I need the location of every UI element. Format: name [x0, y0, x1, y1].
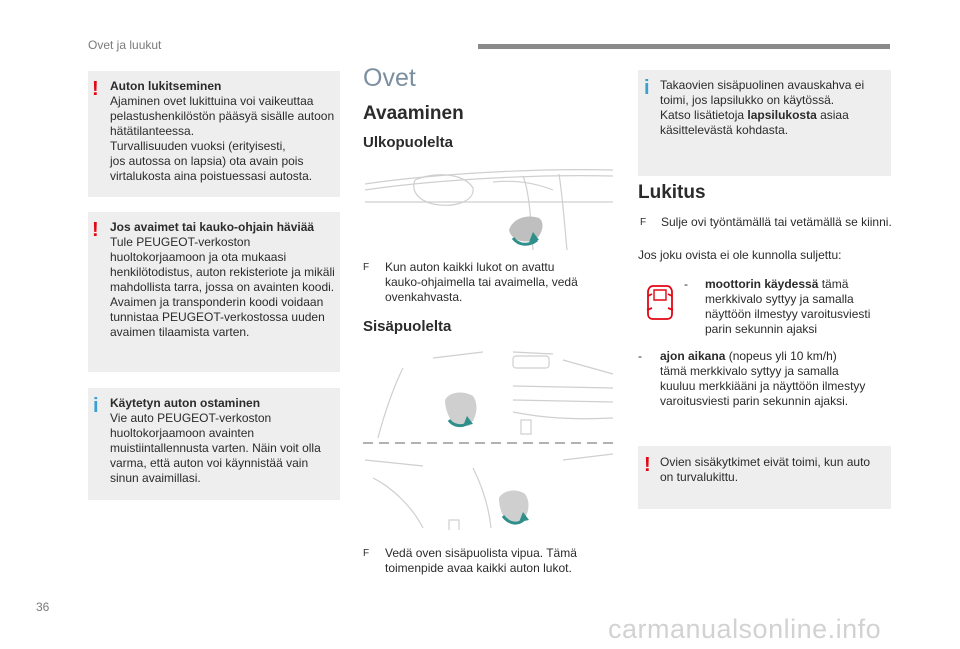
info-icon: i [93, 395, 99, 417]
exclamation-icon: ! [92, 78, 99, 100]
warning-line: Ajaminen ovet lukittuina voi vaikeuttaa [110, 94, 314, 108]
warning-line: virtalukosta aina poistuessasi autosta. [110, 169, 313, 183]
section-header: Ovet ja luukut [88, 38, 162, 52]
warning-line: avaimen tilaamista varten. [110, 325, 250, 339]
info-line: huoltokorjaamoon avainten [110, 426, 255, 440]
info-icon: i [644, 77, 650, 99]
info-line: Takaovien sisäpuolinen avauskahva ei [660, 78, 865, 92]
info-line: toimi, jos lapsilukko on käytössä. [660, 93, 835, 107]
warning-line: pelastushenkilöstön pääsyä sisälle autoon [110, 109, 335, 123]
outside-instruction [385, 260, 610, 305]
info-line: varma, että auton voi käynnistää vain [110, 456, 309, 470]
driving-item [660, 349, 892, 409]
watermark: carmanualsonline.info [608, 614, 882, 644]
warning-box-lost-keys [88, 212, 340, 372]
exclamation-icon: ! [644, 454, 651, 476]
section-heading-opening: Avaaminen [363, 103, 464, 124]
header-rule [478, 44, 890, 49]
info-see-suffix: asiaa [816, 108, 849, 122]
instruction-bullet: F [363, 548, 370, 559]
warning-line: huoltokorjaamoon ja ota mukaasi [110, 250, 287, 264]
page-number: 36 [36, 600, 50, 614]
info-line: Vie auto PEUGEOT-verkoston [110, 411, 272, 425]
info-line [660, 108, 888, 123]
item-after: tämä [818, 277, 849, 291]
door-not-closed-text: Jos joku ovista ei ole kunnolla suljettu: [638, 248, 842, 262]
item-bold: ajon aikana [660, 349, 726, 363]
warning-line: jos autossa on lapsia) ota avain pois [110, 154, 304, 168]
subheading-inside: Sisäpuolelta [363, 318, 452, 335]
info-line: sinun avaimillasi. [110, 471, 201, 485]
list-dash: - [638, 349, 642, 363]
warning-box-deadlock [638, 446, 891, 509]
engine-running-item [705, 277, 895, 337]
info-see-bold: lapsilukosta [747, 108, 817, 122]
item-bold: moottorin käydessä [705, 277, 819, 291]
warning-line: Avaimen ja transponderin koodi voidaan [110, 295, 324, 309]
info-see-prefix: Katso lisätietoja [660, 108, 748, 122]
warning-line: henkilötodistus, auton rekisteriote ja mikäli [110, 265, 335, 279]
warning-line: Ovien sisäkytkimet eivät toimi, kun auto [660, 455, 871, 469]
item-line: varoitusviesti parin sekunnin ajaksi. [660, 394, 849, 408]
instruction-line: Vedä oven sisäpuolista vipua. Tämä [385, 546, 577, 560]
exclamation-icon: ! [92, 219, 99, 241]
door-open-warning-icon [645, 280, 675, 322]
instruction-line: kauko-ohjaimella tai avaimella, vedä [385, 275, 578, 289]
inside-instruction [385, 546, 610, 576]
subheading-outside: Ulkopuolelta [363, 134, 454, 151]
item-line: kuuluu merkkiääni ja näyttöön ilmestyy [660, 379, 866, 393]
exterior-door-handle-illustration [363, 160, 616, 252]
instruction-line: toimenpide avaa kaikki auton lukot. [385, 561, 572, 575]
warning-line: tunnistaa PEUGEOT-verkostossa uuden [110, 310, 325, 324]
warning-line: Turvallisuuden vuoksi (erityisesti, [110, 139, 286, 153]
page-title: Ovet [363, 64, 416, 92]
warning-line: hätätilanteessa. [110, 124, 195, 138]
item-line: näyttöön ilmestyy varoitusviesti [705, 307, 871, 321]
warning-line: on turvalukittu. [660, 470, 739, 484]
warning-title: Jos avaimet tai kauko-ohjain häviää [110, 220, 315, 234]
item-line [705, 277, 895, 292]
instruction-line: Kun auton kaikki lukot on avattu [385, 260, 555, 274]
info-line: muistiintallennusta varten. Näin voit olla [110, 441, 321, 455]
instruction-bullet: F [640, 217, 647, 228]
close-instruction: Sulje ovi työntämällä tai vetämällä se kiinni. [661, 215, 892, 229]
instruction-bullet: F [363, 262, 370, 273]
warning-title: Auton lukitseminen [110, 79, 222, 93]
interior-door-lever-illustration [363, 348, 616, 530]
info-line: käsittelevästä kohdasta. [660, 123, 789, 137]
list-dash: - [684, 277, 688, 291]
info-box-rear-doors [638, 70, 891, 176]
item-line [660, 349, 892, 364]
warning-box-locking [88, 71, 340, 197]
info-box-used-car [88, 388, 340, 500]
section-heading-locking: Lukitus [638, 182, 706, 203]
info-title: Käytetyn auton ostaminen [110, 396, 261, 410]
warning-line: mahdollista tarra, jossa on avainten koodi. [110, 280, 335, 294]
instruction-line: ovenkahvasta. [385, 290, 463, 304]
item-after: (nopeus yli 10 km/h) [725, 349, 837, 363]
item-line: parin sekunnin ajaksi [705, 322, 818, 336]
item-line: tämä merkkivalo syttyy ja samalla [660, 364, 839, 378]
warning-line: Tule PEUGEOT-verkoston [110, 235, 251, 249]
item-line: merkkivalo syttyy ja samalla [705, 292, 854, 306]
